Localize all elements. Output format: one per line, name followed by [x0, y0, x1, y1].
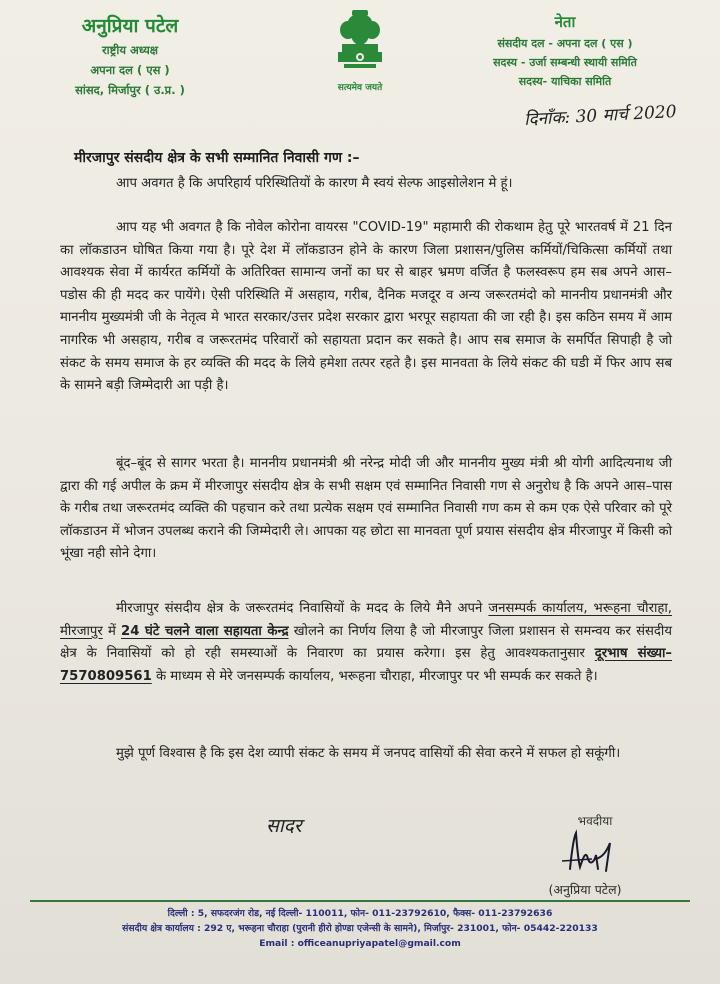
designation-line-3: सदस्य- याचिका समिति: [518, 75, 612, 88]
paragraph-5-text: मुझे पूर्ण विश्वास है कि इस देश व्यापी संकट के समय में जनपद वासियों की सेवा करने में सफल हो सकूंगी।: [116, 746, 621, 761]
helpdesk-highlight: 24 घंटे चलने वाला सहायता केन्द्र: [121, 623, 289, 639]
letterhead-right: [450, 12, 680, 89]
handwritten-signature: [540, 829, 630, 873]
paragraph-4-text-c: में: [102, 623, 122, 639]
yours-faithfully: भवदीया: [577, 814, 613, 828]
signature-block: [520, 812, 650, 898]
designation-line-1: संसदीय दल - अपना दल ( एस ): [497, 37, 633, 50]
ashoka-emblem-icon: [330, 6, 390, 78]
paragraph-3: [60, 453, 672, 566]
footer-delhi-address: दिल्ली : 5, सफदरजंग रोड, नई दिल्ली- 110011, फोन- 011-23792610, फैक्स- 011-23792636: [167, 908, 553, 919]
signatory-name: (अनुप्रिया पटेल): [548, 882, 622, 897]
footer-email: Email : officeanupriyapatel@gmail.com: [259, 938, 461, 949]
sender-name: अनुप्रिया पटेल: [81, 15, 179, 37]
letterhead-left: [40, 12, 220, 98]
designation-line-2: सदस्य - उर्जा सम्बन्धी स्थायी समिति: [493, 56, 637, 69]
emblem-motto: सत्यमेव जयते: [337, 83, 383, 93]
sender-constituency: सांसद, मिर्जापुर ( उ.प्र. ): [75, 83, 185, 97]
paragraph-1-text: आप अवगत है कि अपरिहार्य परिस्थितियों के कारण मै स्वयं सेल्फ आइसोलेशन मे हूं।: [116, 176, 513, 191]
sender-party: अपना दल ( एस ): [90, 63, 170, 77]
paragraph-4-text-e: खोलने का निर्णय लिया है जो मीरजापुर जिला प्रशासन से समन्वय कर संसदीय क्षेत्र के निवासियों को हो रही समस्याओं के निवारण का प्रयास करेगा। इस हेतु आवश्यकतानुसार: [60, 623, 672, 662]
paragraph-4-text-g: के माध्यम से मेरे जनसम्पर्क कार्यालय, भरूहना चौराहा, मीरजापुर पर भी सम्पर्क कर सकते है।: [151, 668, 598, 684]
letterhead-footer: [30, 906, 690, 951]
footer-divider: [30, 900, 690, 902]
state-emblem: [300, 6, 420, 93]
paragraph-5: [60, 743, 672, 766]
helpline-number: दूरभाष संख्या–7570809561: [60, 646, 672, 684]
sender-role: राष्ट्रीय अध्यक्ष: [101, 43, 159, 57]
paragraph-4: [60, 598, 672, 688]
paragraph-4-text-a: मीरजापुर संसदीय क्षेत्र के जरूरतमंद निवासियों के मदद के लिये मैने अपने: [116, 601, 489, 616]
paragraph-1: [60, 173, 672, 196]
designation-title: नेता: [554, 13, 576, 31]
closing-word: सादर: [266, 815, 302, 837]
paragraph-2: [60, 217, 672, 398]
office-address: जनसम्पर्क कार्यालय, भरूहना चौराहा, मीरजापुर: [60, 601, 673, 639]
paragraph-3-text: बूंद–बूंद से सागर भरता है। माननीय प्रधानमंत्री श्री नरेन्द्र मोदी जी और माननीय मुख्य मंत्री श्री योगी आदित्यनाथ जी द्वारा की गई अपील के क्रम में मीरजापुर संसदीय क्षेत्र के सभी सक्षम एवं सम्मानित निवासी गण से अनुरोध है कि अपने आस–पास के गरीब तथा जरूरतमंद व्यक्ति की पहचान करे तथा प्रत्येक सक्षम एवं सम्मानित निवासी गण कम से कम एक ऐसे परिवार को पूरे लॉकडाउन में भोजन उपलब्ध कराने की जिम्मेदारी ले। आपका यह छोटा सा मानवता पूर्ण प्रयास संसदीय क्षेत्र मीरजापुर में किसी को भूंखा नही सोने देगा।: [60, 456, 672, 562]
footer-constituency-address: संसदीय क्षेत्र कार्यालय : 292 ए, भरूहना चौराहा (पुरानी हीरो होण्डा एजेन्सी के सामने), मिर्जापुर- 231001, फोन- 05442-220133: [122, 923, 598, 934]
letter-date: दिनाँक: 30 मार्च 2020: [523, 102, 678, 130]
paragraph-2-text: आप यह भी अवगत है कि नोवेल कोरोना वायरस "COVID-19" महामारी की रोकथाम हेतु पूरे भारतवर्ष में 21 दिन का लॉकडाउन घोषित किया गया है। पूरे देश में लॉकडाउन होने के कारण जिला प्रशासन/पुलिस कर्मियों/चिकित्सा कर्मियों तथा आवश्यक सेवा में कार्यरत कर्मियों के अतिरिक्त सामान्य जनों का घर से बाहर भ्रमण वर्जित है फलस्वरूप हम सब अपने आस–पडोस की ही मदद कर पायेंगे। ऐसी परिस्थिति में असहाय, गरीब, दैनिक मजदूर व अन्य जरूरतमंदो को माननीय प्रधानमंत्री और माननीय मुख्यमंत्री जी के नेतृत्व मे भारत सरकार/उत्तर प्रदेश सरकार द्वारा भरपूर सहायता की जा रही है। इस कठिन समय में आम नागरिक भी असहाय, गरीब व जरूरतमंद परिवारों को सहायता प्रदान कर सकते है। आप सब समाज के समर्पित सिपाही है जो संकट के समय समाज के हर व्यक्ति की मदद के लिये हमेशा तत्पर रहते है। इस मानवता के लिये संकट की घडी में फिर आप सब के सामने बड़ी जिम्मेदारी आ पड़ी है।: [60, 220, 672, 394]
salutation: मीरजापुर संसदीय क्षेत्र के सभी सम्मानित निवासी गण :–: [74, 150, 360, 166]
